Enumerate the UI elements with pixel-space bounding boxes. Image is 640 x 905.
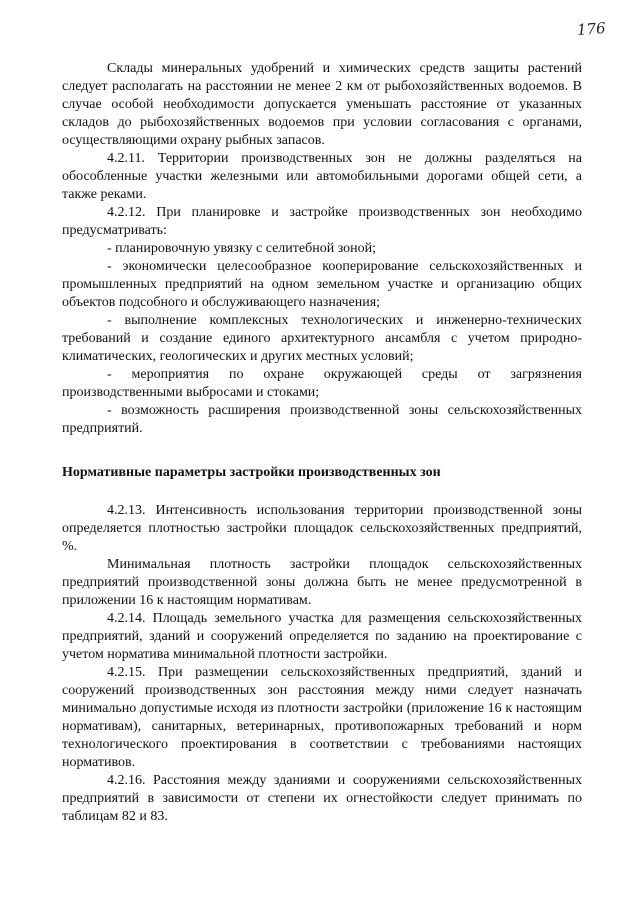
paragraph-warehouses: Склады минеральных удобрений и химических средств защиты растений следует располагать на расстоянии не менее 2 км от рыбохозяйственных водоемов. В случае особой необходимости допускается уменьшать расстояние от указанных складов до рыбохозяйственных водоемов при условии согласования с органами, осуществляющими охрану рыбных запасов. — [62, 61, 582, 148]
paragraph-4-2-13: 4.2.13. Интенсивность использования территории производственной зоны определяется плотностью застройки площадок сельскохозяйственных предприятий, %. — [62, 503, 582, 554]
list-item: - экономически целесообразное кооперирование сельскохозяйственных и промышленных предприятий на одном земельном участке и организацию общих объектов подсобного и обслуживающего назначения; — [62, 259, 582, 310]
paragraph-4-2-14: 4.2.14. Площадь земельного участка для размещения сельскохозяйственных предприятий, зданий и сооружений определяется по заданию на проектирование с учетом норматива минимальной плотности застройки. — [62, 611, 582, 662]
paragraph-4-2-16: 4.2.16. Расстояния между зданиями и сооружениями сельскохозяйственных предприятий в зависимости от степени их огнестойкости следует принимать по таблицам 82 и 83. — [62, 773, 582, 824]
page-number: 176 — [576, 19, 607, 39]
list-item: - возможность расширения производственной зоны сельскохозяйственных предприятий. — [62, 403, 582, 436]
list-item: - планировочную увязку с селитебной зоной; — [107, 241, 377, 256]
paragraph-4-2-12: 4.2.12. При планировке и застройке производственных зон необходимо предусматривать: — [62, 205, 582, 238]
section-heading: Нормативные параметры застройки производственных зон — [62, 465, 441, 480]
document-body — [62, 60, 582, 826]
list-item: - выполнение комплексных технологических и инженерно-технических требований и создание единого архитектурного ансамбля с учетом природно-климатических, геологических и других местных условий; — [62, 313, 582, 364]
list-item: - мероприятия по охране окружающей среды от загрязнения производственными выбросами и стоками; — [62, 367, 582, 400]
paragraph-4-2-11: 4.2.11. Территории производственных зон не должны разделяться на обособленные участки железными или автомобильными дорогами общей сети, а также реками. — [62, 151, 582, 202]
paragraph-min-density: Минимальная плотность застройки площадок сельскохозяйственных предприятий производственной зоны должна быть не менее предусмотренной в приложении 16 к настоящим нормативам. — [62, 557, 582, 608]
paragraph-4-2-15: 4.2.15. При размещении сельскохозяйственных предприятий, зданий и сооружений производственных зон расстояния между ними следует назначать минимально допустимые исходя из плотности застройки (приложение 16 к настоящим нормативам), санитарных, ветеринарных, противопожарных требований и норм технологического проектирования в соответствии с требованиями настоящих нормативов. — [62, 665, 582, 770]
